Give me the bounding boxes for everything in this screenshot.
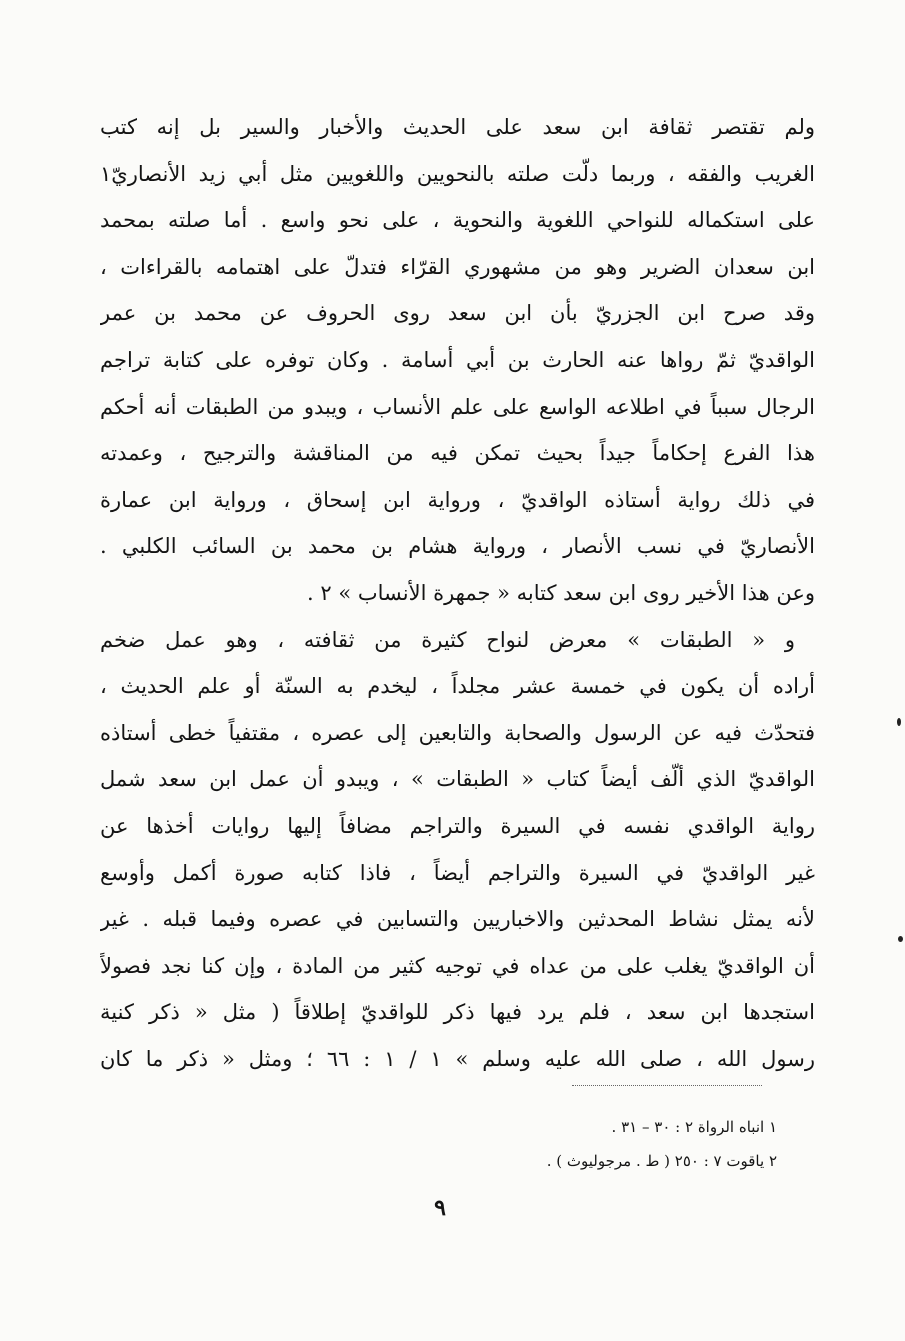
text-line: الأنصاريّ في نسب الأنصار ، ورواية هشام بن محمد بن السائب الكلبي . bbox=[100, 534, 815, 559]
text-line: وعن هذا الأخير روى ابن سعد كتابه « جمهرة الأنساب » ٢ . bbox=[307, 580, 815, 605]
text-line: أن الواقديّ يغلب على من عداه في توجيه كثير من المادة ، وإن كنا نجد فصولاً bbox=[100, 953, 815, 978]
scan-speck bbox=[898, 936, 903, 942]
text-line: الغريب والفقه ، وربما دلّت صلته بالنحويين واللغويين مثل أبي زيد الأنصاريّ١ bbox=[100, 161, 815, 186]
text-line: في ذلك رواية أستاذه الواقديّ ، ورواية ابن إسحاق ، ورواية ابن عمارة bbox=[100, 487, 815, 512]
body-text bbox=[100, 104, 815, 1082]
text-line: هذا الفرع إحكاماً جيداً بحيث تمكن فيه من المناقشة والترجيح ، وعمدته bbox=[100, 441, 815, 466]
scan-speck bbox=[897, 718, 901, 726]
text-line: ابن سعدان الضرير وهو من مشهوري القرّاء فتدلّ على اهتمامه بالقراءات ، bbox=[100, 254, 815, 279]
text-line: غير الواقديّ في السيرة والتراجم أيضاً ، فاذا كتابه صورة أكمل وأوسع bbox=[100, 860, 815, 885]
footnote-separator bbox=[572, 1085, 762, 1086]
text-line: أراده أن يكون في خمسة عشر مجلداً ، ليخدم به السنّة أو علم الحديث ، bbox=[100, 674, 815, 699]
footnotes bbox=[300, 1110, 777, 1178]
text-line: استجدها ابن سعد ، فلم يرد فيها ذكر للواقديّ إطلاقاً ( مثل « ذكر كنية bbox=[100, 1000, 815, 1025]
text-line: وقد صرح ابن الجزريّ بأن ابن سعد روى الحروف عن محمد بن عمر bbox=[100, 301, 815, 326]
text-line: و « الطبقات » معرض لنواح كثيرة من ثقافته ، وهو عمل ضخم bbox=[100, 627, 795, 652]
text-line: الواقديّ الذي ألّف أيضاً كتاب « الطبقات » ، ويبدو أن عمل ابن سعد شمل bbox=[100, 767, 815, 792]
page-number: ٩ bbox=[434, 1195, 446, 1221]
footnote: ٢ ياقوت ٧ : ٢٥٠ ( ط . مرجوليوث ) . bbox=[546, 1152, 777, 1170]
text-line: الواقديّ ثمّ رواها عنه الحارث بن أبي أسامة . وكان توفره على كتابة تراجم bbox=[100, 347, 815, 372]
text-line: فتحدّث فيه عن الرسول والصحابة والتابعين إلى عصره ، مقتفياً خطى أستاذه bbox=[100, 720, 815, 745]
footnote: ١ انباه الرواة ٢ : ٣٠ – ٣١ . bbox=[611, 1118, 777, 1136]
text-line: على استكماله للنواحي اللغوية والنحوية ، على نحو واسع . أما صلته بمحمد bbox=[100, 208, 815, 233]
text-line: لأنه يمثل نشاط المحدثين والاخباريين والتسابين في عصره وفيما قبله . غير bbox=[100, 907, 815, 932]
text-line: الرجال سبباً في اطلاعه الواسع على علم الأنساب ، ويبدو من الطبقات أنه أحكم bbox=[100, 394, 815, 419]
text-line: ولم تقتصر ثقافة ابن سعد على الحديث والأخبار والسير بل إنه كتب bbox=[100, 115, 815, 139]
text-line: رسول الله ، صلى الله عليه وسلم » ١ / ١ : ٦٦ ؛ ومثل « ذكر ما كان bbox=[100, 1046, 815, 1071]
text-line: رواية الواقدي نفسه في السيرة والتراجم مضافاً إليها روايات أخذها عن bbox=[100, 813, 815, 838]
